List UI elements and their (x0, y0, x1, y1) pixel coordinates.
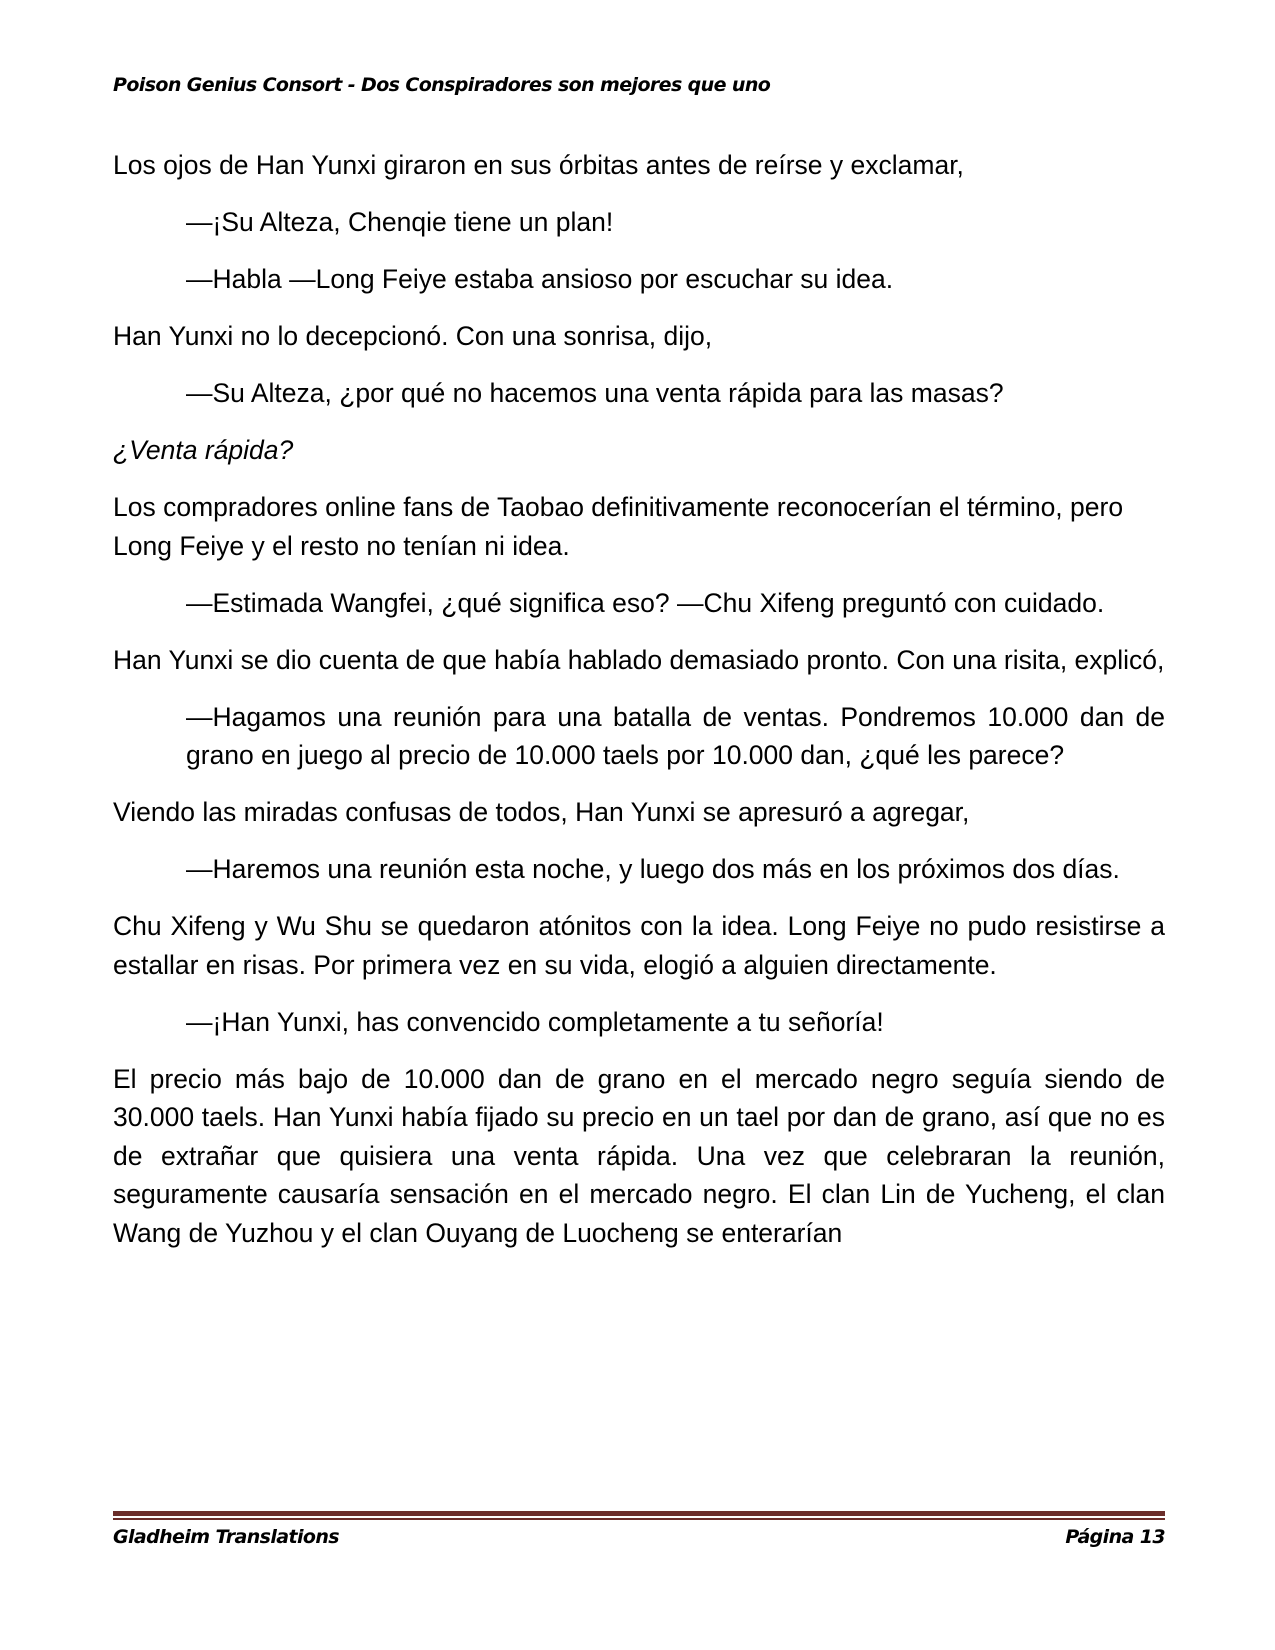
paragraph: Han Yunxi no lo decepcionó. Con una sonrisa, dijo, (113, 321, 713, 351)
dialogue-paragraph: —Hagamos una reunión para una batalla de ventas. Pondremos 10.000 dan de grano en juego al precio de 10.000 taels por 10.000 dan, ¿qué les parece? (186, 701, 1165, 770)
italic-thought: ¿Venta rápida? (113, 435, 294, 465)
footer-rule-thick (113, 1511, 1165, 1516)
footer-publisher: Gladheim Translations (113, 1526, 339, 1548)
footer-rule-thin (113, 1518, 1165, 1520)
paragraph: El precio más bajo de 10.000 dan de grano en el mercado negro seguía siendo de 30.000 taels. Han Yunxi había fijado su precio en un tael por dan de grano, así que no es de extrañar que quisiera una venta rápida. Una vez que celebraran la reunión, seguramente causaría sensación en el mercado negro. El clan Lin de Yucheng, el clan Wang de Yuzhou y el clan Ouyang de Luocheng se enterarían (113, 1063, 1165, 1248)
paragraph: Chu Xifeng y Wu Shu se quedaron atónitos con la idea. Long Feiye no pudo resistirse a estallar en risas. Por primera vez en su vida, elogió a alguien directamente. (113, 911, 1165, 980)
paragraph: Viendo las miradas confusas de todos, Han Yunxi se apresuró a agregar, (113, 797, 970, 827)
dialogue-paragraph: —Estimada Wangfei, ¿qué significa eso? —Chu Xifeng preguntó con cuidado. (186, 587, 1105, 618)
footer-page-number: Página 13 (1065, 1526, 1165, 1548)
paragraph: Han Yunxi se dio cuenta de que había hablado demasiado pronto. Con una risita, explicó, (113, 644, 1165, 675)
dialogue-paragraph: —Haremos una reunión esta noche, y luego dos más en los próximos dos días. (186, 854, 1120, 884)
page-header: Poison Genius Consort - Dos Conspiradores son mejores que uno (113, 74, 771, 96)
paragraph: Los compradores online fans de Taobao definitivamente reconocerían el término, pero Long Feiye y el resto no tenían ni idea. (113, 492, 1124, 561)
dialogue-paragraph: —Habla —Long Feiye estaba ansioso por escuchar su idea. (186, 264, 894, 294)
dialogue-paragraph: —Su Alteza, ¿por qué no hacemos una venta rápida para las masas? (186, 378, 1004, 408)
dialogue-paragraph: —¡Han Yunxi, has convencido completamente a tu señoría! (186, 1006, 884, 1037)
dialogue-paragraph: —¡Su Alteza, Chenqie tiene un plan! (186, 207, 614, 237)
paragraph: Los ojos de Han Yunxi giraron en sus órbitas antes de reírse y exclamar, (113, 150, 964, 180)
page-body (113, 146, 1165, 1271)
